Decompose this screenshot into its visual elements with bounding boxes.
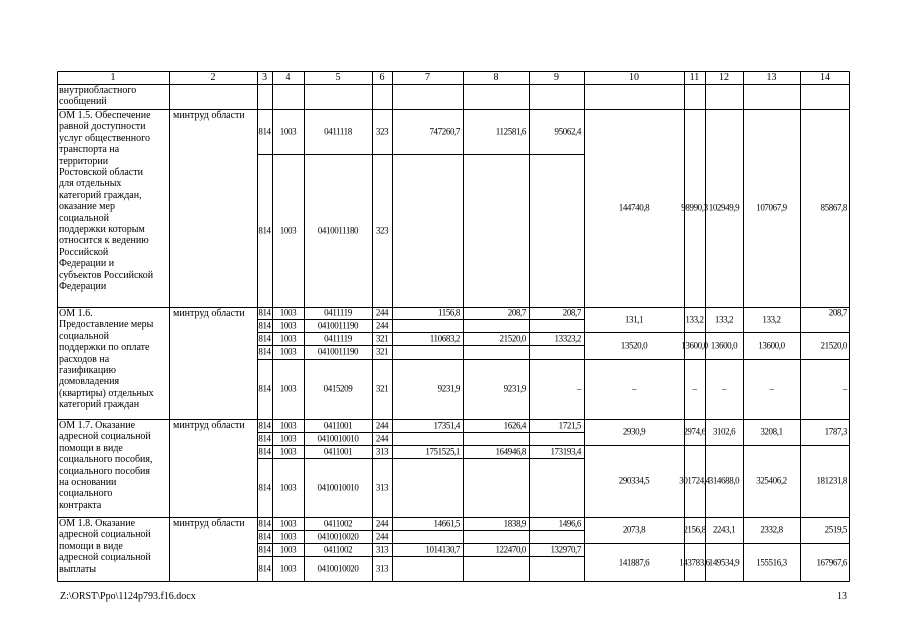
cell-value: 1003 — [279, 446, 297, 456]
cell-value: 747260,7 — [429, 126, 460, 136]
row-label: внутриобластного сообщений — [59, 85, 137, 108]
header-cell: 13 — [766, 72, 777, 83]
cell-value: 814 — [258, 333, 271, 343]
cell-value: 13520,0 — [620, 340, 648, 350]
cell-value: 1751525,1 — [425, 446, 460, 456]
row-owner: минтруд области — [173, 110, 245, 121]
cell-value: 110683,2 — [429, 333, 460, 343]
header-cell: 2 — [210, 72, 216, 83]
cell-value: 3102,6 — [712, 426, 736, 437]
cell-value: 3208,1 — [760, 426, 783, 437]
cell-value: 814 — [258, 482, 271, 492]
header-cell: 5 — [335, 72, 341, 83]
cell-value: 143783,6 — [679, 557, 710, 567]
header-cell: 11 — [689, 72, 700, 83]
cell-value: 2930,9 — [622, 426, 646, 437]
cell-value: 208,7 — [507, 307, 526, 318]
cell-value: 1003 — [279, 320, 297, 330]
cell-value: 313 — [375, 544, 389, 554]
header-cell: 4 — [285, 72, 291, 83]
header-cell: 6 — [379, 72, 385, 83]
table-grid — [57, 71, 850, 582]
cell-value: – — [631, 383, 637, 394]
cell-value: 0410011190 — [317, 346, 359, 357]
cell-value: 132970,7 — [550, 544, 581, 554]
cell-value: 0411119 — [324, 307, 352, 318]
cell-value: 323 — [375, 225, 389, 235]
row-owner: минтруд области — [173, 518, 245, 529]
cell-value: 133,2 — [762, 314, 781, 324]
cell-value: 0411001 — [323, 446, 353, 456]
file-path: Z:\ORST\Ppo\1124p793.f16.docx — [60, 591, 196, 602]
cell-value: 0410011180 — [317, 225, 359, 235]
cell-value: 1003 — [279, 531, 297, 541]
cell-value: 1838,9 — [503, 518, 526, 528]
cell-value: 0411001 — [323, 420, 353, 430]
cell-value: 0410010020 — [317, 563, 359, 574]
cell-value: – — [576, 383, 581, 394]
cell-value: 133,2 — [685, 314, 704, 324]
cell-value: 814 — [258, 383, 271, 394]
cell-value: 244 — [375, 420, 389, 430]
cell-value: 313 — [375, 482, 389, 492]
cell-value: 814 — [258, 531, 271, 541]
row-label: ОМ 1.7. Оказание адресной социальной помощи в виде социального пособия, социального пособия на основании социального контракта — [59, 420, 153, 511]
cell-value: 21520,0 — [820, 340, 847, 350]
cell-value: 144740,8 — [618, 202, 650, 213]
page-number: 13 — [837, 591, 847, 602]
cell-value: 313 — [375, 446, 389, 456]
cell-value: 0415209 — [323, 383, 353, 394]
cell-value: 814 — [258, 446, 271, 456]
cell-value: 131,1 — [624, 314, 644, 324]
header-cell: 14 — [820, 72, 830, 83]
cell-value: – — [692, 383, 697, 394]
cell-value: 102949,9 — [708, 202, 740, 213]
cell-value: 98990,3 — [681, 202, 708, 213]
cell-value: 244 — [375, 307, 389, 318]
cell-value: 2974,6 — [683, 426, 706, 437]
cell-value: 1003 — [279, 346, 297, 357]
cell-value: 0411002 — [323, 544, 353, 554]
cell-value: 13323,2 — [554, 333, 581, 343]
cell-value: 21520,0 — [499, 333, 526, 343]
cell-value: 814 — [258, 433, 271, 443]
cell-value: 1156,8 — [437, 307, 460, 318]
cell-value: 0410010010 — [317, 482, 359, 492]
cell-value: 14661,5 — [433, 518, 460, 528]
cell-value: 1014130,7 — [425, 544, 460, 554]
cell-value: 325406,2 — [756, 475, 787, 486]
cell-value: 2156,8 — [683, 524, 706, 535]
cell-value: 814 — [258, 420, 271, 430]
cell-value: 244 — [375, 531, 389, 541]
cell-value: – — [842, 383, 847, 394]
cell-value: 107067,9 — [756, 202, 787, 213]
cell-value: 1003 — [279, 420, 297, 430]
header-cell: 3 — [262, 72, 267, 83]
cell-value: 149534,9 — [708, 557, 740, 567]
cell-value: 95062,4 — [554, 126, 581, 136]
cell-value: 814 — [258, 563, 271, 574]
cell-value: 1003 — [279, 482, 297, 492]
cell-value: 112581,6 — [495, 126, 526, 136]
cell-value: 2332,8 — [760, 524, 783, 535]
header-cell: 9 — [554, 72, 559, 83]
cell-value: 0411119 — [324, 333, 352, 343]
header-cell: 12 — [719, 72, 729, 83]
row-owner: минтруд области — [173, 308, 245, 319]
cell-value: 814 — [258, 307, 271, 318]
cell-value: 244 — [375, 433, 389, 443]
cell-value: 1003 — [279, 563, 297, 574]
cell-value: 133,2 — [714, 314, 734, 324]
cell-value: 85867,8 — [820, 202, 847, 213]
cell-value: 9231,9 — [503, 383, 526, 394]
cell-value: 1003 — [279, 544, 297, 554]
cell-value: 208,7 — [562, 307, 581, 318]
cell-value: 208,7 — [828, 307, 847, 318]
cell-value: 167967,6 — [816, 557, 847, 567]
cell-value: 301724,4 — [679, 475, 710, 486]
cell-value: 1787,3 — [824, 426, 847, 437]
cell-value: 164946,8 — [495, 446, 526, 456]
budget-table — [57, 71, 850, 582]
cell-value: 9231,9 — [437, 383, 460, 394]
cell-value: 321 — [375, 333, 389, 343]
cell-value: 1626,4 — [503, 420, 526, 430]
cell-value: 290334,5 — [618, 475, 650, 486]
cell-value: – — [769, 383, 774, 394]
cell-value: 181231,8 — [816, 475, 847, 486]
cell-value: 13600,0 — [710, 340, 738, 350]
row-label: ОМ 1.8. Оказание адресной социальной помощи в виде адресной социальной выплаты — [59, 518, 151, 575]
header-cell: 1 — [110, 72, 116, 83]
cell-value: 244 — [375, 320, 389, 330]
cell-value: – — [721, 383, 727, 394]
cell-value: 13600,0 — [681, 340, 708, 350]
cell-value: 314688,0 — [708, 475, 740, 486]
cell-value: 814 — [258, 225, 271, 235]
row-label: ОМ 1.5. Обеспечение равной доступности услуг общественного транспорта на территории Ростовской области для отдельных категорий граждан, оказание мер социальной поддержки которым относится к ведению Российской Федерации и субъектов Российской Федерации — [59, 110, 154, 293]
cell-value: 1003 — [279, 518, 297, 528]
cell-value: 1721,5 — [558, 420, 581, 430]
cell-value: 0411118 — [324, 126, 352, 136]
cell-value: 2073,8 — [622, 524, 646, 535]
header-cell: 8 — [493, 72, 499, 83]
cell-value: 1003 — [279, 225, 297, 235]
cell-value: 0410010020 — [317, 531, 359, 541]
cell-value: 323 — [375, 126, 389, 136]
header-cell: 10 — [629, 72, 639, 83]
cell-value: 1003 — [279, 383, 297, 394]
cell-value: 1003 — [279, 126, 297, 136]
cell-value: 313 — [375, 563, 389, 574]
cell-value: 0410010010 — [317, 433, 359, 443]
cell-value: 814 — [258, 518, 271, 528]
cell-value: 122470,0 — [495, 544, 526, 554]
header-cell: 7 — [425, 72, 430, 83]
cell-value: 814 — [258, 544, 271, 554]
cell-value: 17351,4 — [433, 420, 460, 430]
row-owner: минтруд области — [173, 420, 245, 431]
cell-value: 814 — [258, 126, 271, 136]
cell-value: 1003 — [279, 433, 297, 443]
cell-value: 2243,1 — [712, 524, 736, 535]
cell-value: 1003 — [279, 333, 297, 343]
cell-value: 13600,0 — [758, 340, 785, 350]
cell-value: 244 — [375, 518, 389, 528]
cell-value: 2519,5 — [824, 524, 847, 535]
cell-value: 173193,4 — [550, 446, 581, 456]
cell-value: 141887,6 — [618, 557, 650, 567]
cell-value: 1496,6 — [558, 518, 581, 528]
cell-value: 321 — [375, 383, 389, 394]
cell-value: 0410011190 — [317, 320, 359, 330]
cell-value: 0411002 — [323, 518, 353, 528]
row-label: ОМ 1.6. Предоставление меры социальной поддержки по оплате расходов на газификацию домовладения (квартиры) отдельных категорий граждан — [59, 308, 154, 411]
cell-value: 321 — [375, 346, 389, 357]
cell-value: 155516,3 — [756, 557, 787, 567]
cell-value: 814 — [258, 320, 271, 330]
cell-value: 814 — [258, 346, 271, 357]
cell-value: 1003 — [279, 307, 297, 318]
